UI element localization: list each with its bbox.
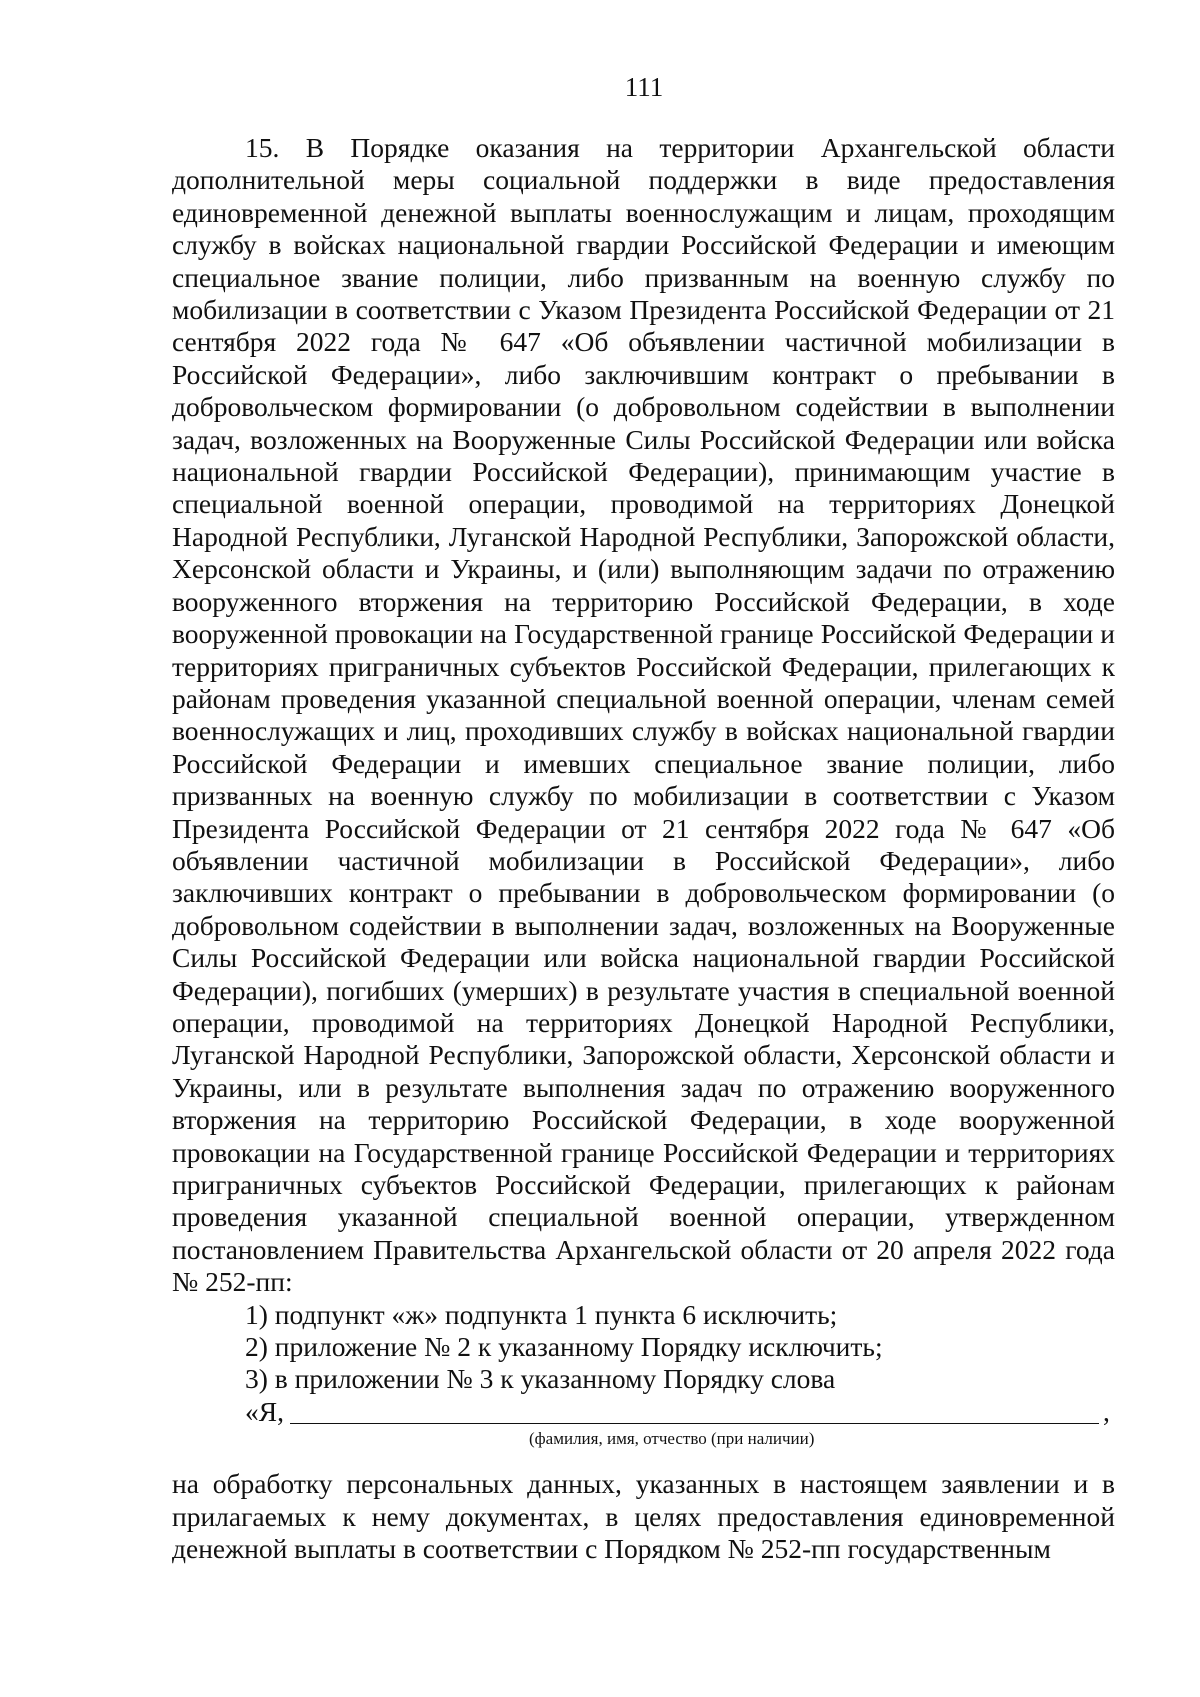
quote-open-text: «Я, [245, 1395, 284, 1427]
list-item-2: 2) приложение № 2 к указанному Порядку исключить; [245, 1331, 883, 1363]
list-item-3: 3) в приложении № 3 к указанному Порядку слова [245, 1363, 836, 1395]
quote-comma: , [1103, 1395, 1110, 1427]
blank-caption: (фамилия, имя, отчество (при наличии) [529, 1429, 815, 1449]
form-name-line [172, 1396, 1115, 1428]
document-body [172, 132, 1115, 1565]
list-item-1: 1) подпункт «ж» подпункта 1 пункта 6 исключить; [245, 1298, 838, 1330]
paragraph-continuation: на обработку персональных данных, указанных в настоящем заявлении и в прилагаемых к нему документах, в целях предоставления единовременной денежной выплаты в соответствии с Порядком № 252-пп государственным [172, 1468, 1115, 1565]
page-number: 111 [624, 72, 664, 102]
name-blank-underline [290, 1399, 1099, 1424]
paragraph-15: 15. В Порядке оказания на территории Архангельской области дополнительной меры социальной поддержки в виде предоставления единовременной денежной выплаты военнослужащим и лицам, проходящим службу в войсках национальной гвардии Российской Федерации и имеющим специальное звание полиции, либо призванным на военную службу по мобилизации в соответствии с Указом Президента Российской Федерации от 21 сентября 2022 года № 647 «Об объявлении частичной мобилизации в Российской Федерации», либо заключившим контракт о пребывании в добровольческом формировании (о добровольном содействии в выполнении задач, возложенных на Вооруженные Силы Российской Федерации или войска национальной гвардии Российской Федерации), принимающим участие в специальной военной операции, проводимой на территориях Донецкой Народной Республики, Луганской Народной Республики, Запорожской области, Херсонской области и Украины, и (или) выполняющим задачи по отражению вооруженного вторжения на территорию Российской Федерации, в ходе вооруженной провокации на Государственной границе Российской Федерации и территориях приграничных субъектов Российской Федерации, прилегающих к районам проведения указанной специальной военной операции, членам семей военнослужащих и лиц, проходивших службу в войсках национальной гвардии Российской Федерации и имевших специальное звание полиции, либо призванных на военную службу по мобилизации в соответствии с Указом Президента Российской Федерации от 21 сентября 2022 года № 647 «Об объявлении частичной мобилизации в Российской Федерации», либо заключивших контракт о пребывании в добровольческом формировании (о добровольном содействии в выполнении задач, возложенных на Вооруженные Силы Российской Федерации или войска национальной гвардии Российской Федерации), погибших (умерших) в результате участия в специальной военной операции, проводимой на территориях Донецкой Народной Республики, Луганской Народной Республики, Запорожской области, Херсонской области и Украины, или в результате выполнения задач по отражению вооруженного вторжения на территорию Российской Федерации, в ходе вооруженной провокации на Государственной границе Российской Федерации и территориях приграничных субъектов Российской Федерации, прилегающих к районам проведения указанной специальной военной операции, утвержденном постановлением Правительства Архангельской области от 20 апреля 2022 года № 252-пп: [172, 132, 1115, 1298]
